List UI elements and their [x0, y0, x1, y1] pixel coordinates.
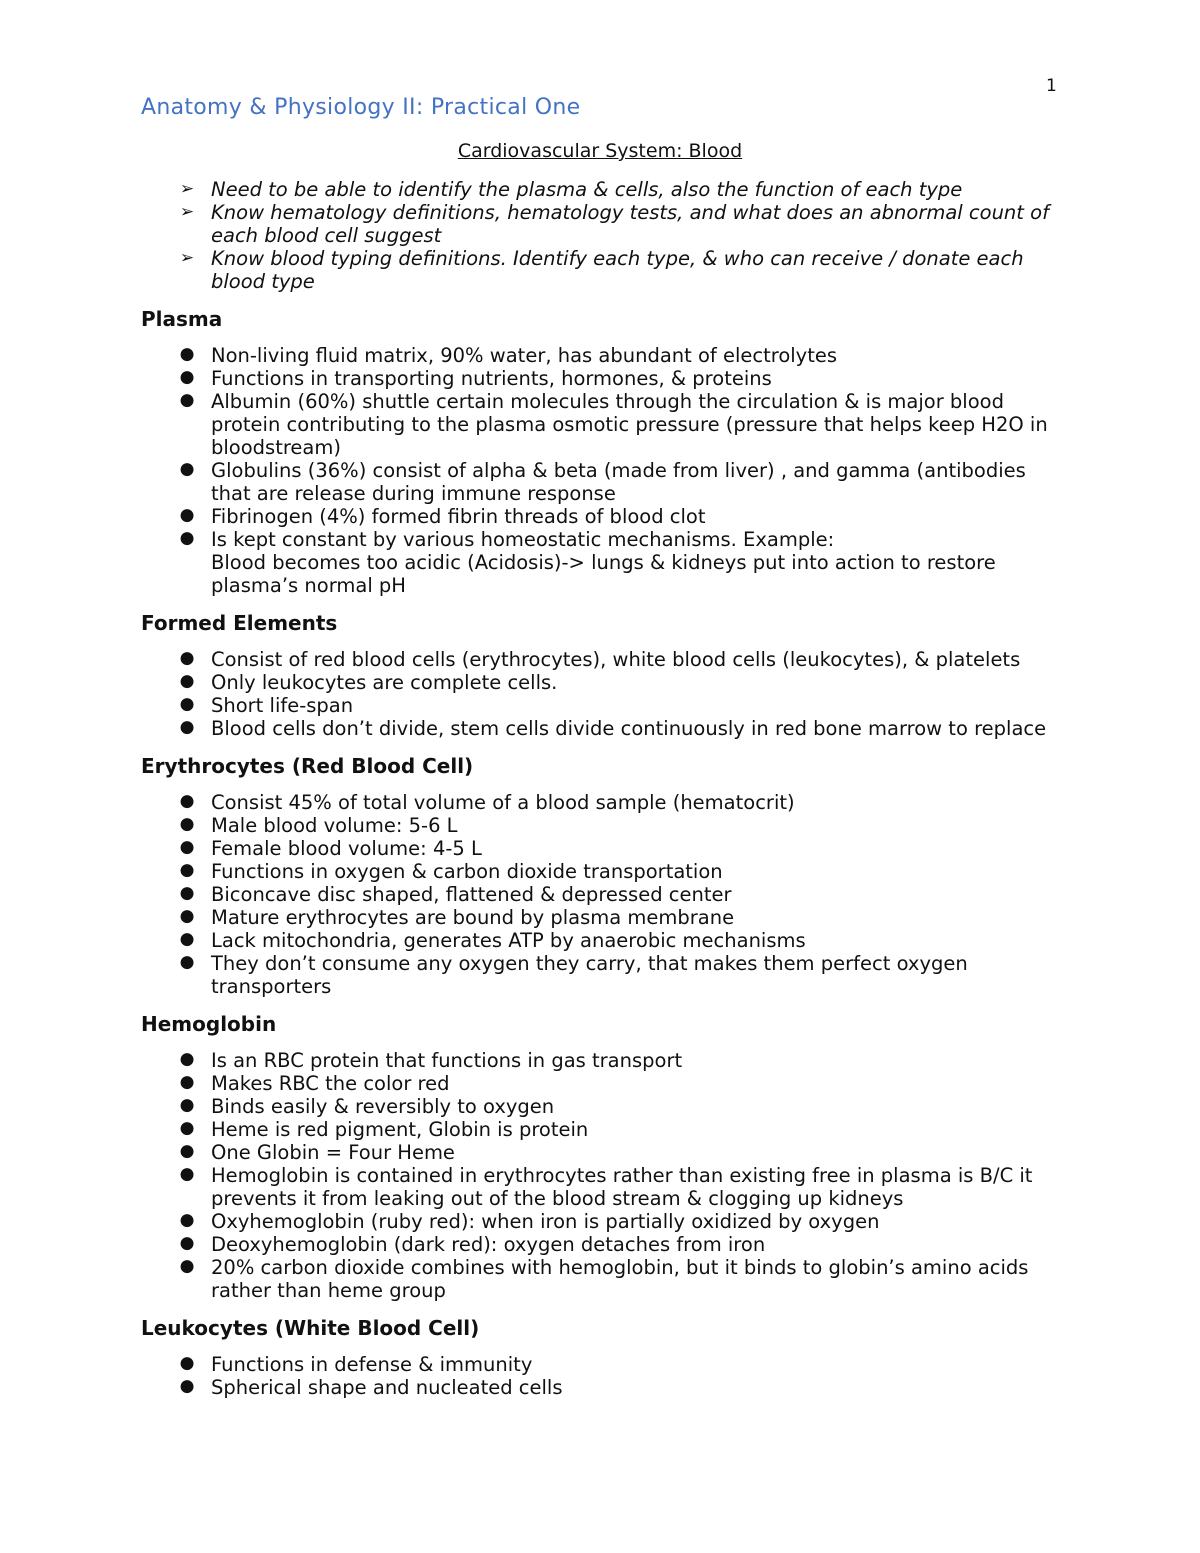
- bullet-item: [141, 791, 1061, 814]
- bullet-item-text: 20% carbon dioxide combines with hemoglobin, but it binds to globin’s amino acids rather than heme group: [211, 1256, 1029, 1302]
- bullet-item-text: Functions in defense & immunity: [211, 1353, 533, 1376]
- section-heading: Formed Elements: [141, 611, 338, 635]
- bullet-item: [141, 1164, 1061, 1210]
- bullet-item-text: Globulins (36%) consist of alpha & beta (made from liver) , and gamma (antibodies that are release during immune response: [211, 459, 1026, 505]
- bullet-item: [141, 929, 1061, 952]
- bullet-item-text: Oxyhemoglobin (ruby red): when iron is partially oxidized by oxygen: [211, 1210, 880, 1233]
- intro-point-text: Know hematology definitions, hematology tests, and what does an abnormal count of each blood cell suggest: [211, 201, 1049, 247]
- bullet-item-text: Functions in transporting nutrients, hormones, & proteins: [211, 367, 772, 390]
- bullet-item: [141, 906, 1061, 929]
- bullet-item-text: Albumin (60%) shuttle certain molecules through the circulation & is major blood protein contributing to the plasma osmotic pressure (pressure that helps keep H2O in bloodstream): [211, 390, 1048, 459]
- dot-bullet-icon: ●: [179, 1072, 195, 1092]
- bullet-item: [141, 1118, 1061, 1141]
- arrowhead-bullet-icon: ➢: [179, 202, 195, 222]
- bullet-item: [141, 1353, 1061, 1376]
- section-bullet-list: [141, 344, 1061, 597]
- dot-bullet-icon: ●: [179, 837, 195, 857]
- bullet-item-text: Only leukocytes are complete cells.: [211, 671, 558, 694]
- dot-bullet-icon: ●: [179, 1049, 195, 1069]
- dot-bullet-icon: ●: [179, 1210, 195, 1230]
- bullet-item: [141, 717, 1061, 740]
- dot-bullet-icon: ●: [179, 1164, 195, 1184]
- bullet-item-text: Blood cells don’t divide, stem cells divide continuously in red bone marrow to replace: [211, 717, 1047, 740]
- section-heading: Leukocytes (White Blood Cell): [141, 1316, 480, 1340]
- bullet-item: [141, 648, 1061, 671]
- section-bullet-list: [141, 1353, 1061, 1399]
- intro-point: [141, 178, 1061, 201]
- section-heading: Hemoglobin: [141, 1012, 277, 1036]
- dot-bullet-icon: ●: [179, 814, 195, 834]
- bullet-item-text: Deoxyhemoglobin (dark red): oxygen detaches from iron: [211, 1233, 766, 1256]
- dot-bullet-icon: ●: [179, 883, 195, 903]
- dot-bullet-icon: ●: [179, 929, 195, 949]
- dot-bullet-icon: ●: [179, 1353, 195, 1373]
- section-heading: Erythrocytes (Red Blood Cell): [141, 754, 474, 778]
- dot-bullet-icon: ●: [179, 952, 195, 972]
- bullet-item: [141, 1141, 1061, 1164]
- document-title: Anatomy & Physiology II: Practical One: [141, 95, 581, 120]
- bullet-item-text: Binds easily & reversibly to oxygen: [211, 1095, 555, 1118]
- bullet-item: [141, 694, 1061, 717]
- bullet-item: [141, 837, 1061, 860]
- page-number: 1: [1046, 76, 1057, 96]
- dot-bullet-icon: ●: [179, 1376, 195, 1396]
- bullet-item: [141, 459, 1061, 505]
- bullet-item-text: Is an RBC protein that functions in gas transport: [211, 1049, 683, 1072]
- document-body: [141, 178, 1061, 1399]
- bullet-item-text: Heme is red pigment, Globin is protein: [211, 1118, 589, 1141]
- bullet-item: [141, 390, 1061, 459]
- intro-point: [141, 247, 1061, 293]
- dot-bullet-icon: ●: [179, 671, 195, 691]
- bullet-item-text: Blood becomes too acidic (Acidosis)-> lungs & kidneys put into action to restore plasma’s normal pH: [211, 551, 996, 597]
- bullet-item: [141, 860, 1061, 883]
- bullet-item: [141, 505, 1061, 528]
- bullet-item: [141, 1049, 1061, 1072]
- section-bullet-list: [141, 648, 1061, 740]
- bullet-item: [141, 1233, 1061, 1256]
- bullet-item-text: Functions in oxygen & carbon dioxide transportation: [211, 860, 723, 883]
- bullet-item: [141, 1376, 1061, 1399]
- bullet-item: [141, 528, 1061, 597]
- dot-bullet-icon: ●: [179, 1141, 195, 1161]
- bullet-item-text: Male blood volume: 5-6 L: [211, 814, 458, 837]
- bullet-item: [141, 1256, 1061, 1302]
- bullet-item-text: Is kept constant by various homeostatic mechanisms. Example:: [211, 528, 835, 551]
- section-heading: Plasma: [141, 307, 223, 331]
- bullet-item-text: They don’t consume any oxygen they carry, that makes them perfect oxygen transporters: [211, 952, 968, 998]
- dot-bullet-icon: ●: [179, 1256, 195, 1276]
- arrowhead-bullet-icon: ➢: [179, 179, 195, 199]
- dot-bullet-icon: ●: [179, 791, 195, 811]
- bullet-item-text: Makes RBC the color red: [211, 1072, 450, 1095]
- bullet-item-text: One Globin = Four Heme: [211, 1141, 455, 1164]
- intro-point-text: Know blood typing definitions. Identify each type, & who can receive / donate each blood type: [211, 247, 1024, 293]
- dot-bullet-icon: ●: [179, 860, 195, 880]
- bullet-item: [141, 367, 1061, 390]
- bullet-item-text: Mature erythrocytes are bound by plasma membrane: [211, 906, 735, 929]
- section-bullet-list: [141, 1049, 1061, 1302]
- bullet-item: [141, 1210, 1061, 1233]
- bullet-item-text: Fibrinogen (4%) formed fibrin threads of blood clot: [211, 505, 706, 528]
- bullet-item-text: Hemoglobin is contained in erythrocytes rather than existing free in plasma is B/C it prevents it from leaking out of the blood stream & clogging up kidneys: [211, 1164, 1033, 1210]
- intro-point: [141, 201, 1061, 247]
- bullet-item: [141, 814, 1061, 837]
- dot-bullet-icon: ●: [179, 1095, 195, 1115]
- dot-bullet-icon: ●: [179, 505, 195, 525]
- dot-bullet-icon: ●: [179, 390, 195, 410]
- bullet-item-text: Biconcave disc shaped, flattened & depressed center: [211, 883, 732, 906]
- bullet-item-text: Non-living fluid matrix, 90% water, has abundant of electrolytes: [211, 344, 838, 367]
- dot-bullet-icon: ●: [179, 694, 195, 714]
- bullet-item: [141, 1095, 1061, 1118]
- dot-bullet-icon: ●: [179, 648, 195, 668]
- bullet-item: [141, 1072, 1061, 1095]
- sections-container: [141, 307, 1061, 1399]
- arrowhead-bullet-icon: ➢: [179, 248, 195, 268]
- dot-bullet-icon: ●: [179, 459, 195, 479]
- dot-bullet-icon: ●: [179, 906, 195, 926]
- dot-bullet-icon: ●: [179, 1118, 195, 1138]
- bullet-item-text: Consist 45% of total volume of a blood sample (hematocrit): [211, 791, 795, 814]
- bullet-item-text: Spherical shape and nucleated cells: [211, 1376, 563, 1399]
- bullet-item-text: Short life-span: [211, 694, 354, 717]
- bullet-item: [141, 344, 1061, 367]
- dot-bullet-icon: ●: [179, 344, 195, 364]
- bullet-item-text: Female blood volume: 4-5 L: [211, 837, 482, 860]
- intro-point-text: Need to be able to identify the plasma & cells, also the function of each type: [211, 178, 963, 201]
- dot-bullet-icon: ●: [179, 1233, 195, 1253]
- document-subtitle: Cardiovascular System: Blood: [457, 140, 743, 162]
- intro-list: [141, 178, 1061, 293]
- dot-bullet-icon: ●: [179, 717, 195, 737]
- dot-bullet-icon: ●: [179, 367, 195, 387]
- bullet-item-text: Consist of red blood cells (erythrocytes), white blood cells (leukocytes), & platelets: [211, 648, 1021, 671]
- section-bullet-list: [141, 791, 1061, 998]
- dot-bullet-icon: ●: [179, 528, 195, 548]
- bullet-item: [141, 883, 1061, 906]
- bullet-item: [141, 671, 1061, 694]
- bullet-item: [141, 952, 1061, 998]
- bullet-item-text: Lack mitochondria, generates ATP by anaerobic mechanisms: [211, 929, 806, 952]
